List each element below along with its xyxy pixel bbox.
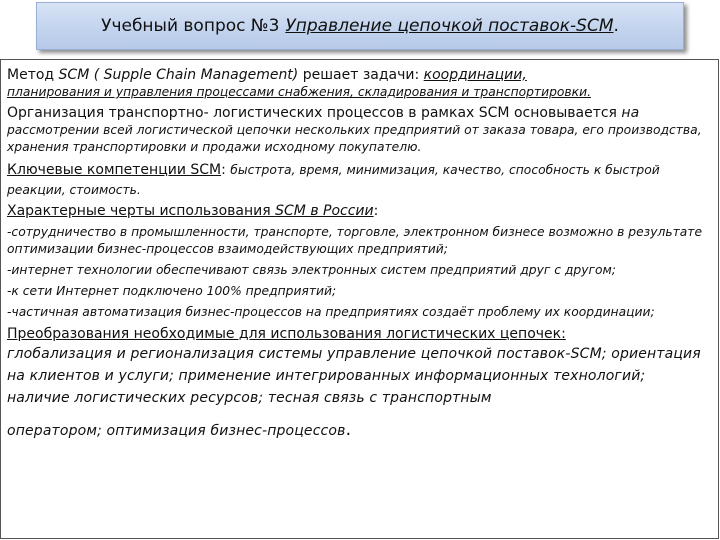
p2-continuation: рассмотрении всей логистической цепочки нескольких предприятий от заказа товара, его производства, хранения транспортировки и продажи исходному покупателю.	[7, 123, 702, 154]
p4-lead: Характерные черты использования	[7, 203, 276, 219]
p3-colon: :	[221, 162, 231, 178]
p4-ital: SCM в России	[275, 203, 374, 219]
title-main: Учебный вопрос №3	[101, 16, 280, 36]
title-dot: .	[613, 16, 619, 36]
transformations-body: глобализация и регионализация системы управление цепочкой поставок-SCM; ориентация на клиентов и услуги; применение интегрированных информационных технологий; наличие логистических ресурсов; тесная связь с транспортным	[7, 346, 701, 406]
transformations-body-end	[7, 419, 712, 442]
p4-colon: :	[373, 203, 379, 219]
bullet-item: -частичная автоматизация бизнес-процессов на предприятиях создаёт проблему их координации;	[7, 305, 655, 319]
p5-dot: .	[345, 419, 352, 440]
p1-lead: Метод	[7, 67, 59, 83]
p3-rest: быстрота, время, минимизация, качество, способность к быстрой реакции, стоимость.	[7, 163, 660, 197]
paragraph-scm-method	[7, 66, 712, 84]
bullet-item: -к сети Интернет подключено 100% предприятий;	[7, 284, 337, 298]
p1-continuation: планирования и управления процессами снабжения, складирования и транспортировки.	[7, 85, 591, 99]
bullet-item: -интернет технологии обеспечивают связь электронных систем предприятий друг с другом;	[7, 263, 616, 277]
paragraph-organization	[7, 104, 712, 122]
paragraph-key-competencies	[7, 159, 712, 199]
p1-scm: SCM ( Supple Chain Management)	[58, 67, 299, 83]
p2-lead: Организация транспортно- логистических процессов в рамках SCM основывается	[7, 105, 622, 121]
content-box	[0, 59, 719, 539]
p1-rest: решает задачи:	[298, 67, 424, 83]
slide-title	[36, 2, 684, 50]
p3-lead: Ключевые компетенции SCM	[7, 162, 222, 178]
bullet-item: -сотрудничество в промышленности, транспорте, торговле, электронном бизнесе возможно в результате оптимизации бизнес-процессов взаимодействующих предприятий;	[7, 225, 703, 256]
paragraph-russia-features	[7, 202, 712, 220]
paragraph-transformations-heading: Преобразования необходимые для использования логистических цепочек:	[7, 326, 566, 342]
title-subtitle: Управление цепочкой поставок-SCM	[285, 16, 614, 36]
p1-tail: координации,	[423, 67, 527, 83]
p5-body2: оператором; оптимизация бизнес-процессов	[7, 423, 346, 439]
p2-na: на	[621, 105, 640, 121]
